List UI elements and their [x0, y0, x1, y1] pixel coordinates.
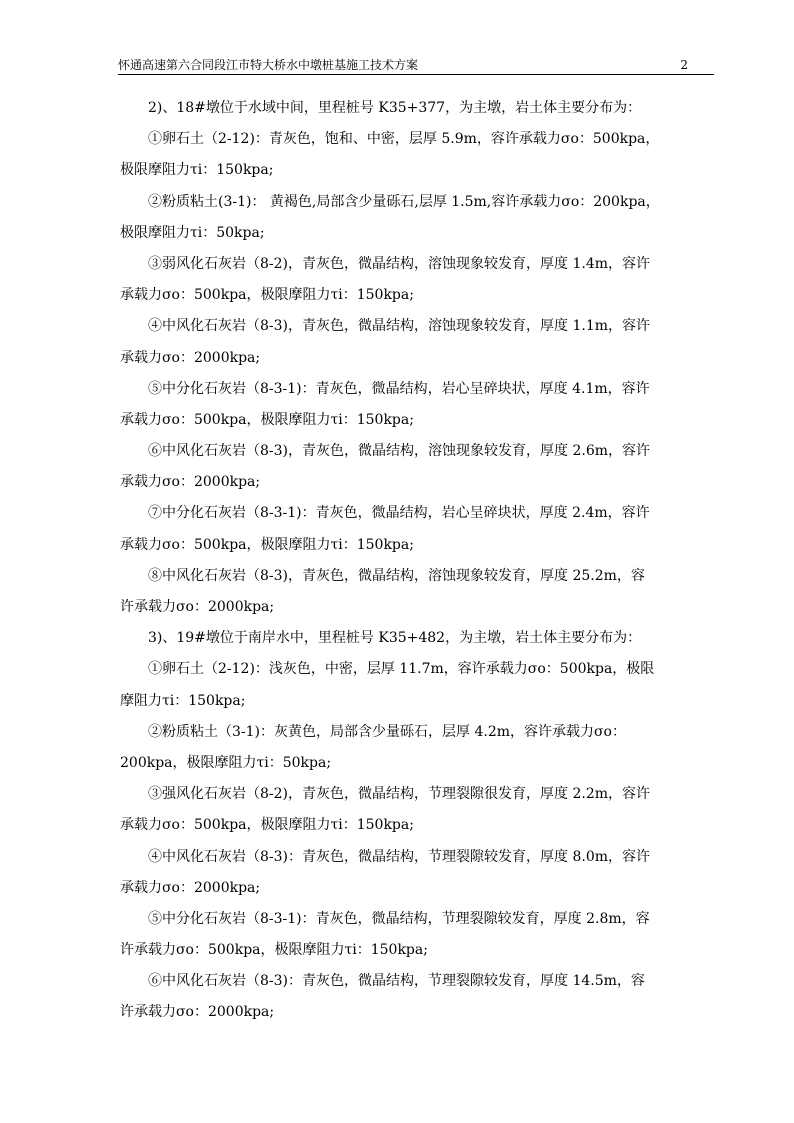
header-title: 怀通高速第六合同段江市特大桥水中墩桩基施工技术方案	[118, 58, 419, 72]
text-line: ⑧中风化石灰岩（8-3)，青灰色，微晶结构，溶蚀现象较发育，厚度 25.2m，容	[148, 567, 645, 584]
text-line: ⑤中分化石灰岩（8-3-1)：青灰色，微晶结构，节理裂隙较发育，厚度 2.8m，容	[148, 910, 650, 927]
text-line: ②粉质粘土（3-1)：灰黄色，局部含少量砾石，层厚 4.2m，容许承载力σo：	[148, 723, 626, 740]
text-line: ①卵石土（2-12)：青灰色，饱和、中密，层厚 5.9m，容许承载力σo：500kpa，	[148, 131, 660, 148]
text-line: 承载力σo：2000kpa;	[120, 349, 261, 366]
page-number: 2	[680, 58, 688, 72]
text-line: 200kpa，极限摩阻力τi：50kpa;	[120, 754, 332, 771]
text-line: 摩阻力τi：150kpa;	[120, 692, 246, 709]
page-header	[118, 56, 714, 75]
text-line: 3)、19#墩位于南岸水中，里程桩号 K35+482，为主墩，岩土体主要分布为：	[148, 630, 642, 647]
text-line: 承载力σo：500kpa，极限摩阻力τi：150kpa;	[120, 817, 414, 834]
text-line: ⑥中风化石灰岩（8-3)，青灰色，微晶结构，溶蚀现象较发育，厚度 2.6m，容许	[148, 443, 650, 460]
text-line: ④中风化石灰岩（8-3)，青灰色，微晶结构，溶蚀现象较发育，厚度 1.1m，容许	[148, 318, 650, 335]
text-line: ③弱风化石灰岩（8-2)，青灰色，微晶结构，溶蚀现象较发育，厚度 1.4m，容许	[148, 255, 650, 272]
text-line: 极限摩阻力τi：150kpa;	[120, 162, 274, 179]
text-line: 许承载力σo：500kpa，极限摩阻力τi：150kpa;	[120, 942, 428, 959]
text-line: 承载力σo：500kpa，极限摩阻力τi：150kpa;	[120, 411, 414, 428]
text-line: 承载力σo：2000kpa;	[120, 879, 261, 896]
text-line: ⑦中分化石灰岩（8-3-1)：青灰色，微晶结构，岩心呈碎块状，厚度 2.4m，容许	[148, 505, 650, 522]
text-line: 承载力σo：2000kpa;	[120, 474, 261, 491]
document-body	[120, 93, 712, 1029]
text-line: ⑤中分化石灰岩（8-3-1)：青灰色，微晶结构，岩心呈碎块状，厚度 4.1m，容许	[148, 380, 650, 397]
text-line: ②粉质粘土(3-1)： 黄褐色,局部含少量砾石,层厚 1.5m,容许承载力σo：200kpa，	[148, 193, 660, 210]
text-line: ③强风化石灰岩（8-2)，青灰色，微晶结构，节理裂隙很发育，厚度 2.2m，容许	[148, 786, 650, 803]
text-line: 极限摩阻力τi：50kpa;	[120, 224, 265, 241]
text-line: ④中风化石灰岩（8-3)：青灰色，微晶结构，节理裂隙较发育，厚度 8.0m，容许	[148, 848, 650, 865]
text-line: 承载力σo：500kpa，极限摩阻力τi：150kpa;	[120, 287, 414, 304]
text-line: 许承载力σo：2000kpa;	[120, 1004, 275, 1021]
text-line: ①卵石土（2-12)：浅灰色，中密，层厚 11.7m，容许承载力σo：500kpa，极限	[148, 661, 655, 678]
text-line: 2)、18#墩位于水域中间，里程桩号 K35+377，为主墩，岩土体主要分布为：	[148, 100, 642, 116]
text-line: ⑥中风化石灰岩（8-3)：青灰色，微晶结构，节理裂隙较发育，厚度 14.5m，容	[148, 973, 645, 990]
text-line: 承载力σo：500kpa，极限摩阻力τi：150kpa;	[120, 536, 414, 553]
text-line: 许承载力σo：2000kpa;	[120, 599, 275, 615]
